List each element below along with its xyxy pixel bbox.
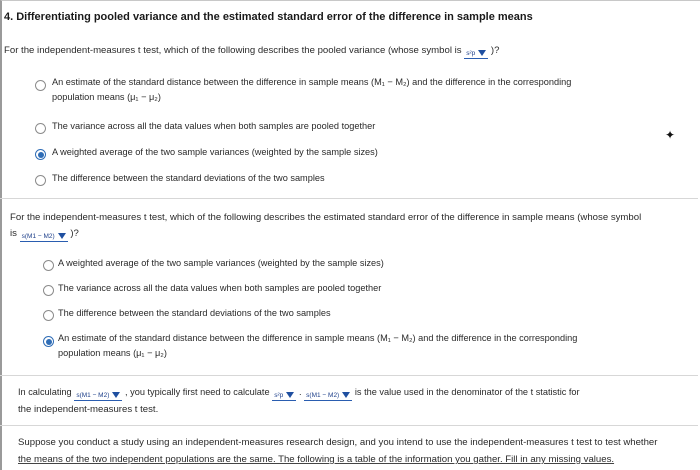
q2-prompt-line2: is s(M1 − M2) )?: [10, 228, 79, 240]
q2-option-3-label: An estimate of the standard distance between the difference in sample means (M₁ − M₂) and the difference in the corresponding population means (μ₁ − μ₂): [58, 333, 578, 358]
mouse-cursor-icon: ✦: [665, 128, 676, 142]
q1-symbol-dropdown[interactable]: [464, 49, 488, 59]
q1-prompt: [4, 45, 499, 59]
q4-prompt-line2: the means of the two independent populations are the same. The following is a table of the information you gather. Fill in any missing values.: [18, 454, 615, 465]
radio-button[interactable]: [43, 310, 54, 321]
radio-button-selected[interactable]: [43, 336, 54, 347]
q1-option-3-label: The difference between the standard deviations of the two samples: [52, 173, 325, 183]
q1-option-1-label: The variance across all the data values when both samples are pooled together: [52, 121, 376, 131]
q3-sentence: In calculating s(M1 − M2) , you typically first need to calculate s²p . s(M1 − M2) is the value used in the denominator of the t statistic for: [18, 387, 580, 399]
q3-dropdown-1[interactable]: s(M1 − M2): [74, 391, 122, 401]
chevron-down-icon: [342, 392, 350, 398]
q2-symbol-dropdown[interactable]: [20, 232, 68, 242]
radio-button[interactable]: [35, 123, 46, 134]
q3-sentence-line2: the independent-measures t test.: [18, 404, 159, 415]
q2-dropdown-value: s(M1 − M2): [21, 233, 55, 240]
q2-option-0-label: A weighted average of the two sample variances (weighted by the sample sizes): [58, 258, 384, 268]
q2-option-1-label: The variance across all the data values when both samples are pooled together: [58, 283, 382, 293]
chevron-down-icon: [286, 392, 294, 398]
radio-button-selected[interactable]: [35, 149, 46, 160]
chevron-down-icon: [478, 50, 486, 56]
divider: [0, 198, 698, 199]
radio-button[interactable]: [43, 260, 54, 271]
divider: [0, 375, 698, 376]
q1-dropdown-value: s²p: [466, 50, 476, 57]
q1-prompt-text: For the independent-measures t test, which of the following describes the pooled variance (whose symbol is: [4, 45, 462, 56]
chevron-down-icon: [58, 233, 66, 239]
q3-dropdown-3[interactable]: s(M1 − M2): [304, 391, 352, 401]
q1-prompt-suffix: )?: [490, 45, 500, 56]
question-title: 4. Differentiating pooled variance and the estimated standard error of the difference in sample means: [4, 11, 533, 23]
radio-button[interactable]: [35, 175, 46, 186]
divider: [0, 425, 698, 426]
q2-option-2-label: The difference between the standard deviations of the two samples: [58, 308, 331, 318]
q1-option-2-label: A weighted average of the two sample variances (weighted by the sample sizes): [52, 147, 378, 157]
radio-button[interactable]: [35, 80, 46, 91]
q2-prompt-line1: For the independent-measures t test, which of the following describes the estimated standard error of the difference in sample means (whose symbol: [10, 212, 642, 223]
q1-option-0-label: An estimate of the standard distance between the difference in sample means (M₁ − M₂) and the difference in the corresponding population means (μ₁ − μ₂): [52, 77, 572, 102]
chevron-down-icon: [112, 392, 120, 398]
radio-button[interactable]: [43, 285, 54, 296]
q3-dropdown-2[interactable]: s²p: [272, 391, 296, 401]
q4-prompt-line1: Suppose you conduct a study using an independent-measures research design, and you intend to use the independent-measures t test to test whether: [18, 437, 658, 448]
